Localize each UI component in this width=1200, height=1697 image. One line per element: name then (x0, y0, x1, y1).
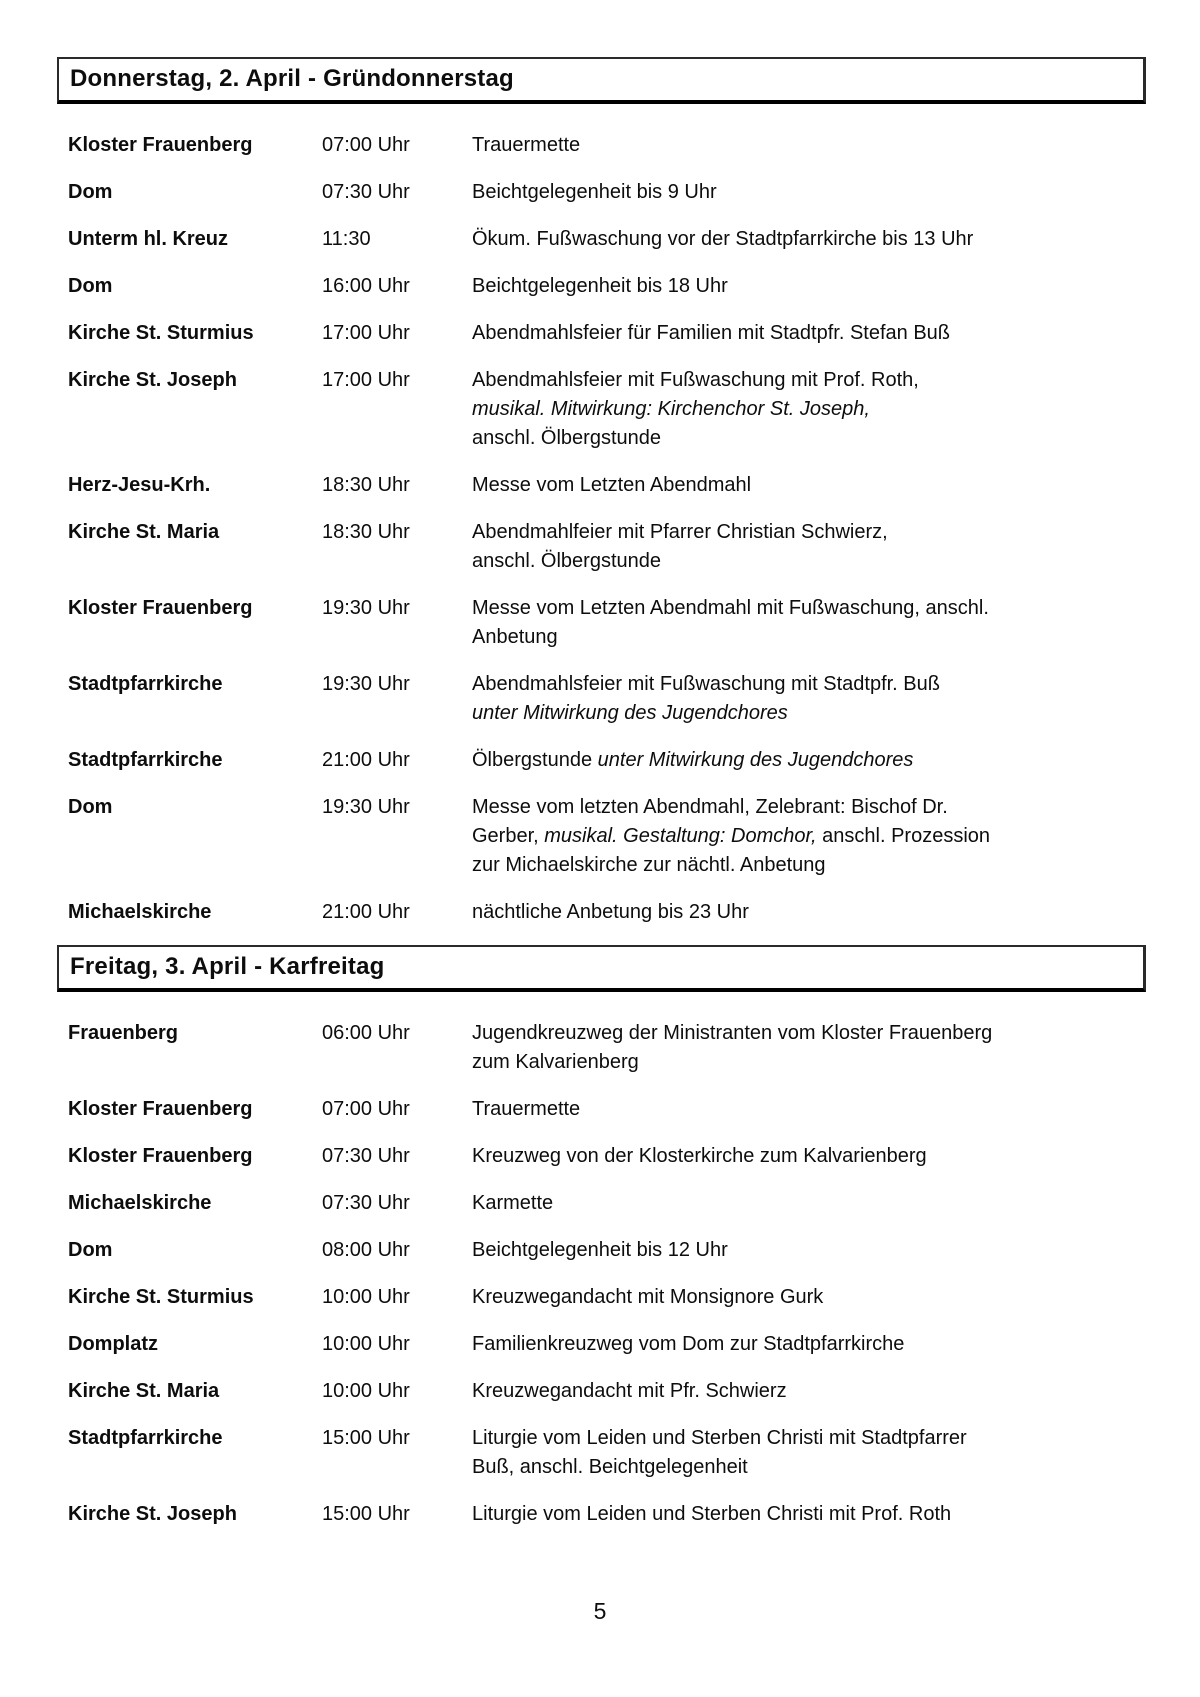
schedule-row (57, 670, 1146, 728)
description-line (472, 225, 1146, 254)
time-cell: 07:30 Uhr (322, 181, 410, 203)
description-cell (472, 131, 1146, 160)
location-cell: Dom (68, 181, 113, 203)
description-line (472, 366, 1146, 395)
schedule-row (57, 471, 1146, 500)
time-cell: 17:00 Uhr (322, 322, 410, 344)
time-cell: 07:00 Uhr (322, 1098, 410, 1120)
location-cell: Frauenberg (68, 1022, 179, 1044)
description-segment: Anbetung (472, 626, 558, 648)
description-line (472, 1142, 1146, 1171)
description-cell (472, 1283, 1146, 1312)
description-line (472, 178, 1146, 207)
schedule-row (57, 1500, 1146, 1529)
description-segment: anschl. Ölbergstunde (472, 550, 662, 572)
description-segment: anschl. Prozession (816, 825, 991, 847)
description-line (472, 1500, 1146, 1529)
description-line (472, 547, 1146, 576)
description-cell (472, 471, 1146, 500)
time-cell: 07:30 Uhr (322, 1145, 410, 1167)
time-cell: 15:00 Uhr (322, 1503, 410, 1525)
description-segment: Abendmahlfeier mit Pfarrer Christian Schwierz, (472, 521, 888, 543)
location-cell: Kirche St. Maria (68, 1380, 220, 1402)
description-line (472, 1453, 1146, 1482)
time-cell: 19:30 Uhr (322, 796, 410, 818)
schedule-row (57, 1189, 1146, 1218)
description-line (472, 131, 1146, 160)
schedule-row (57, 319, 1146, 348)
time-cell: 21:00 Uhr (322, 901, 410, 923)
description-line (472, 1189, 1146, 1218)
description-segment: Familienkreuzweg vom Dom zur Stadtpfarrkirche (472, 1333, 905, 1355)
time-cell: 18:30 Uhr (322, 474, 410, 496)
description-segment: Beichtgelegenheit bis 18 Uhr (472, 275, 728, 297)
description-cell (472, 670, 1146, 728)
description-cell (472, 1019, 1146, 1077)
description-line (472, 822, 1146, 851)
description-line (472, 594, 1146, 623)
description-cell (472, 746, 1146, 775)
description-line (472, 471, 1146, 500)
description-segment: Karmette (472, 1192, 554, 1214)
description-cell (472, 1142, 1146, 1171)
description-line (472, 1236, 1146, 1265)
time-cell: 16:00 Uhr (322, 275, 410, 297)
description-segment: Messe vom Letzten Abendmahl mit Fußwaschung, anschl. (472, 597, 989, 619)
schedule-row (57, 225, 1146, 254)
description-segment: Kreuzwegandacht mit Monsignore Gurk (472, 1286, 824, 1308)
location-cell: Kirche St. Joseph (68, 1503, 237, 1525)
time-cell: 15:00 Uhr (322, 1427, 410, 1449)
description-line (472, 1424, 1146, 1453)
schedule-row (57, 793, 1146, 880)
location-cell: Kloster Frauenberg (68, 1145, 253, 1167)
location-cell: Dom (68, 1239, 113, 1261)
description-cell (472, 898, 1146, 927)
description-line (472, 424, 1146, 453)
schedule-row (57, 1330, 1146, 1359)
description-segment: Abendmahlsfeier für Familien mit Stadtpfr. Stefan Buß (472, 322, 950, 344)
description-cell (472, 319, 1146, 348)
description-line (472, 898, 1146, 927)
location-cell: Stadtpfarrkirche (68, 749, 223, 771)
description-cell (472, 272, 1146, 301)
location-cell: Kirche St. Maria (68, 521, 220, 543)
schedule-sections (57, 57, 1146, 1529)
section-header: Freitag, 3. April - Karfreitag (57, 945, 1146, 992)
description-segment: Beichtgelegenheit bis 12 Uhr (472, 1239, 728, 1261)
location-cell: Kloster Frauenberg (68, 1098, 253, 1120)
schedule-row (57, 1236, 1146, 1265)
description-line (472, 1330, 1146, 1359)
location-cell: Dom (68, 275, 113, 297)
description-segment: Trauermette (472, 134, 581, 156)
description-segment-italic: musikal. Gestaltung: Domchor, (544, 825, 817, 847)
schedule-row (57, 746, 1146, 775)
page-number: 5 (593, 1598, 607, 1624)
description-segment: Abendmahlsfeier mit Fußwaschung mit Prof. Roth, (472, 369, 919, 391)
description-line (472, 746, 1146, 775)
description-segment: Jugendkreuzweg der Ministranten vom Kloster Frauenberg (472, 1022, 993, 1044)
description-segment: Gerber, (472, 825, 545, 847)
description-line (472, 1283, 1146, 1312)
time-cell: 11:30 (322, 228, 371, 250)
location-cell: Unterm hl. Kreuz (68, 228, 229, 250)
description-line (472, 1377, 1146, 1406)
time-cell: 06:00 Uhr (322, 1022, 410, 1044)
description-segment: Liturgie vom Leiden und Sterben Christi mit Stadtpfarrer (472, 1427, 967, 1449)
description-cell (472, 225, 1146, 254)
description-segment: Ölbergstunde (472, 749, 598, 771)
location-cell: Kloster Frauenberg (68, 597, 253, 619)
description-cell (472, 793, 1146, 880)
description-segment: zur Michaelskirche zur nächtl. Anbetung (472, 854, 826, 876)
time-cell: 10:00 Uhr (322, 1380, 410, 1402)
description-segment: Kreuzweg von der Klosterkirche zum Kalvarienberg (472, 1145, 927, 1167)
schedule-row (57, 131, 1146, 160)
description-segment: Liturgie vom Leiden und Sterben Christi mit Prof. Roth (472, 1503, 952, 1525)
schedule-row (57, 1377, 1146, 1406)
description-cell (472, 1095, 1146, 1124)
description-cell (472, 1236, 1146, 1265)
time-cell: 18:30 Uhr (322, 521, 410, 543)
description-line (472, 623, 1146, 652)
description-segment: zum Kalvarienberg (472, 1051, 639, 1073)
description-cell (472, 518, 1146, 576)
description-segment: Abendmahlsfeier mit Fußwaschung mit Stadtpfr. Buß (472, 673, 940, 695)
time-cell: 07:00 Uhr (322, 134, 410, 156)
description-cell (472, 1330, 1146, 1359)
description-cell (472, 366, 1146, 453)
description-line (472, 699, 1146, 728)
description-segment: nächtliche Anbetung bis 23 Uhr (472, 901, 749, 923)
schedule-row (57, 1142, 1146, 1171)
description-segment: Trauermette (472, 1098, 581, 1120)
location-cell: Dom (68, 796, 113, 818)
description-segment: Kreuzwegandacht mit Pfr. Schwierz (472, 1380, 787, 1402)
location-cell: Herz-Jesu-Krh. (68, 474, 211, 496)
description-line (472, 319, 1146, 348)
schedule-section (57, 945, 1146, 1529)
description-cell (472, 1424, 1146, 1482)
time-cell: 19:30 Uhr (322, 673, 410, 695)
description-cell (472, 1377, 1146, 1406)
location-cell: Stadtpfarrkirche (68, 1427, 223, 1449)
schedule-row (57, 1019, 1146, 1077)
description-segment: anschl. Ölbergstunde (472, 427, 662, 449)
description-line (472, 1095, 1146, 1124)
time-cell: 10:00 Uhr (322, 1333, 410, 1355)
description-line (472, 851, 1146, 880)
description-line (472, 793, 1146, 822)
schedule-row (57, 366, 1146, 453)
description-line (472, 1048, 1146, 1077)
section-header: Donnerstag, 2. April - Gründonnerstag (57, 57, 1146, 104)
description-segment: Beichtgelegenheit bis 9 Uhr (472, 181, 717, 203)
description-line (472, 518, 1146, 547)
schedule-section (57, 57, 1146, 927)
time-cell: 21:00 Uhr (322, 749, 410, 771)
location-cell: Stadtpfarrkirche (68, 673, 223, 695)
time-cell: 19:30 Uhr (322, 597, 410, 619)
description-line (472, 272, 1146, 301)
description-segment-italic: unter Mitwirkung des Jugendchores (472, 702, 788, 724)
time-cell: 17:00 Uhr (322, 369, 410, 391)
description-segment-italic: musikal. Mitwirkung: Kirchenchor St. Joseph, (472, 398, 870, 420)
description-segment: Buß, anschl. Beichtgelegenheit (472, 1456, 748, 1478)
schedule-row (57, 1095, 1146, 1124)
location-cell: Michaelskirche (68, 901, 212, 923)
location-cell: Michaelskirche (68, 1192, 212, 1214)
schedule-row (57, 1424, 1146, 1482)
description-cell (472, 1189, 1146, 1218)
description-segment: Ökum. Fußwaschung vor der Stadtpfarrkirche bis 13 Uhr (472, 228, 974, 250)
description-line (472, 670, 1146, 699)
location-cell: Kirche St. Sturmius (68, 322, 254, 344)
description-line (472, 395, 1146, 424)
schedule-row (57, 518, 1146, 576)
description-segment: Messe vom letzten Abendmahl, Zelebrant: Bischof Dr. (472, 796, 948, 818)
time-cell: 08:00 Uhr (322, 1239, 410, 1261)
description-cell (472, 1500, 1146, 1529)
schedule-row (57, 272, 1146, 301)
location-cell: Kirche St. Joseph (68, 369, 237, 391)
schedule-page (57, 57, 1146, 1547)
schedule-row (57, 1283, 1146, 1312)
schedule-row (57, 898, 1146, 927)
location-cell: Kirche St. Sturmius (68, 1286, 254, 1308)
description-cell (472, 178, 1146, 207)
location-cell: Domplatz (68, 1333, 158, 1355)
description-cell (472, 594, 1146, 652)
location-cell: Kloster Frauenberg (68, 134, 253, 156)
time-cell: 10:00 Uhr (322, 1286, 410, 1308)
description-line (472, 1019, 1146, 1048)
time-cell: 07:30 Uhr (322, 1192, 410, 1214)
schedule-row (57, 594, 1146, 652)
schedule-row (57, 178, 1146, 207)
description-segment: Messe vom Letzten Abendmahl (472, 474, 752, 496)
description-segment-italic: unter Mitwirkung des Jugendchores (597, 749, 914, 771)
